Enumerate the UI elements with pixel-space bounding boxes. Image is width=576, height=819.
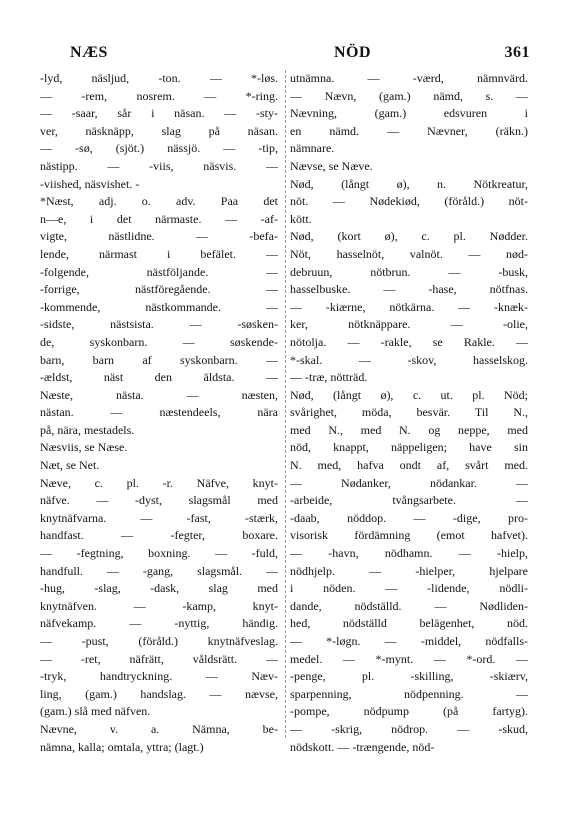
entry-line: en nämd. — Nævner, (räkn.) <box>290 123 528 138</box>
entry-line: de, syskonbarn. — søskende- <box>40 334 278 349</box>
column-divider <box>285 70 286 738</box>
entry-line: N. med, hafva ondt af, svårt med. <box>290 458 528 473</box>
entry-line: *-skal. — -skov, hasselskog. <box>290 352 528 367</box>
entry-line: Nöt, hasselnöt, valnöt. — nød- <box>290 246 528 261</box>
entry-line: Nævne, v. a. Nämna, be- <box>40 721 278 736</box>
entry-line: — *-løgn. — -middel, nödfalls- <box>290 634 528 648</box>
entry-line: Nævning, (gam.) edsvuren i <box>290 106 528 121</box>
entry-line: nöt. — Nødekiød, (föråld.) nöt- <box>290 194 528 209</box>
entry-line: -tryk, handtryckning. — Næv- <box>40 669 278 684</box>
entry-line: visorisk fördämning (emot hafvet). <box>290 528 528 543</box>
entry-line: -folgende, nästföljande. — <box>40 264 278 279</box>
entry-line: näfve. — -dyst, slagsmål med <box>40 493 278 508</box>
left-column <box>40 70 278 756</box>
entry-line: — -saar, sår i näsan. — -sty- <box>40 106 278 121</box>
entry-line: i nöden. — -lidende, nödli- <box>290 581 528 596</box>
entry-line: nästipp. — -viis, näsvis. — <box>40 158 278 173</box>
page-header <box>40 44 530 64</box>
running-head-left: NÆS <box>70 44 108 61</box>
entry-line: -pompe, nödpump (på fartyg). <box>290 704 528 719</box>
entry-line: nödskott. — -trængende, nöd- <box>290 739 435 754</box>
entry-line: ling, (gam.) handslag. — nævse, <box>40 686 278 701</box>
entry-line: sparpenning, nödpenning. — <box>290 686 528 701</box>
entry-line: utnämna. — -værd, nämnvärd. <box>290 71 528 85</box>
entry-line: — -fegtning, boxning. — -fuld, <box>40 546 278 561</box>
entry-line: — Nødanker, nödankar. — <box>290 475 528 490</box>
entry-line: — -skrig, nödrop. — -skud, <box>290 721 528 736</box>
entry-line: handfull. — -gang, slagsmål. — <box>40 563 278 578</box>
entry-line: näfvekamp. — -nyttig, händig. <box>40 616 278 631</box>
entry-line: -daab, nöddop. — -dige, pro- <box>290 510 528 525</box>
entry-line: knytnäfvarna. — -fast, -stærk, <box>40 510 278 525</box>
entry-line: — -sø, (sjöt.) nässjö. — -tip, <box>40 141 278 156</box>
entry-line: -hug, -slag, -dask, slag med <box>40 581 278 596</box>
entry-line: — -rem, nosrem. — *-ring. <box>40 88 278 103</box>
entry-line: -lyd, näsljud, -ton. — *-løs. <box>40 71 278 85</box>
entry-line: nödhjelp. — -hielper, hjelpare <box>290 563 528 578</box>
entry-line: vigte, nästlidne. — -befa- <box>40 229 278 244</box>
entry-line: knytnäfven. — -kamp, knyt- <box>40 598 278 613</box>
entry-line: Næve, c. pl. -r. Näfve, knyt- <box>40 475 278 490</box>
entry-line: barn, barn af syskonbarn. — <box>40 352 278 367</box>
entry-line: -penge, pl. -skilling, -skiærv, <box>290 669 528 684</box>
entry-line: — -træ, nötträd. <box>290 370 368 385</box>
right-column <box>290 70 528 756</box>
entry-line: nöd, knappt, näppeligen; have sin <box>290 440 528 455</box>
entry-line: *Næst, adj. o. adv. Paa det <box>40 194 278 209</box>
entry-line: — -havn, nödhamn. — -hielp, <box>290 546 528 561</box>
entry-line: -ældst, näst den äldsta. — <box>40 370 278 385</box>
entry-line: -kommende, nästkommande. — <box>40 299 278 314</box>
entry-line: på, nära, mestadels. <box>40 422 135 437</box>
entry-line: hed, nödställd belägenhet, nöd. <box>290 616 528 631</box>
entry-line: medel. — *-mynt. — *-ord. — <box>290 651 528 666</box>
entry-line: — -kiærne, nötkärna. — -knæk- <box>290 299 528 314</box>
entry-line: svårighet, möda, besvär. Til N., <box>290 405 528 420</box>
entry-line: — -pust, (föråld.) knytnäfveslag. <box>40 634 278 648</box>
entry-line: Næt, se Net. <box>40 458 100 473</box>
entry-line: med N., med N. og neppe, med <box>290 422 528 437</box>
entry-line: handfast. — -fegter, boxare. <box>40 528 278 543</box>
entry-line: debruun, nötbrun. — -busk, <box>290 264 528 279</box>
entry-line: dande, nödställd. — Nødliden- <box>290 598 528 613</box>
entry-line: Nævse, se Næve. <box>290 158 373 173</box>
entry-line: — Nævn, (gam.) nämd, s. — <box>290 88 528 103</box>
entry-line: nästan. — næstendeels, nära <box>40 405 278 420</box>
running-head-right: NÖD <box>334 44 372 61</box>
entry-line: Nød, (långt ø), c. ut. pl. Nöd; <box>290 387 528 402</box>
entry-line: -forrige, nästföregående. — <box>40 282 278 297</box>
entry-line: Næste, nästa. — næsten, <box>40 387 278 402</box>
entry-line: hasselbuske. — -hase, nötfnas. <box>290 282 528 297</box>
entry-line: — -ret, näfrätt, våldsrätt. — <box>40 651 278 666</box>
entry-line: lende, närmast i befälet. — <box>40 246 278 261</box>
entry-line: nämna, kalla; omtala, yttra; (lagt.) <box>40 739 204 754</box>
entry-line: -arbeide, tvångsarbete. — <box>290 493 528 508</box>
entry-line: nämnare. <box>290 141 335 156</box>
entry-line: kött. <box>290 211 312 226</box>
entry-line: Næsviis, se Næse. <box>40 440 128 455</box>
entry-line: -viished, näsvishet. - <box>40 176 140 191</box>
page-number: 361 <box>504 44 530 61</box>
entry-line: (gam.) slå med näfven. <box>40 704 151 719</box>
entry-line: nötolja. — -rakle, se Rakle. — <box>290 334 528 349</box>
entry-line: ver, näsknäpp, slag på näsan. <box>40 123 278 138</box>
entry-line: ker, nötknäppare. — -olie, <box>290 317 528 332</box>
entry-line: -sidste, nästsista. — -søsken- <box>40 317 278 332</box>
entry-line: n—e, i det närmaste. — -af- <box>40 211 278 226</box>
entry-line: Nød, (kort ø), c. pl. Nødder. <box>290 229 528 244</box>
entry-line: Nød, (långt ø), n. Nötkreatur, <box>290 176 528 191</box>
